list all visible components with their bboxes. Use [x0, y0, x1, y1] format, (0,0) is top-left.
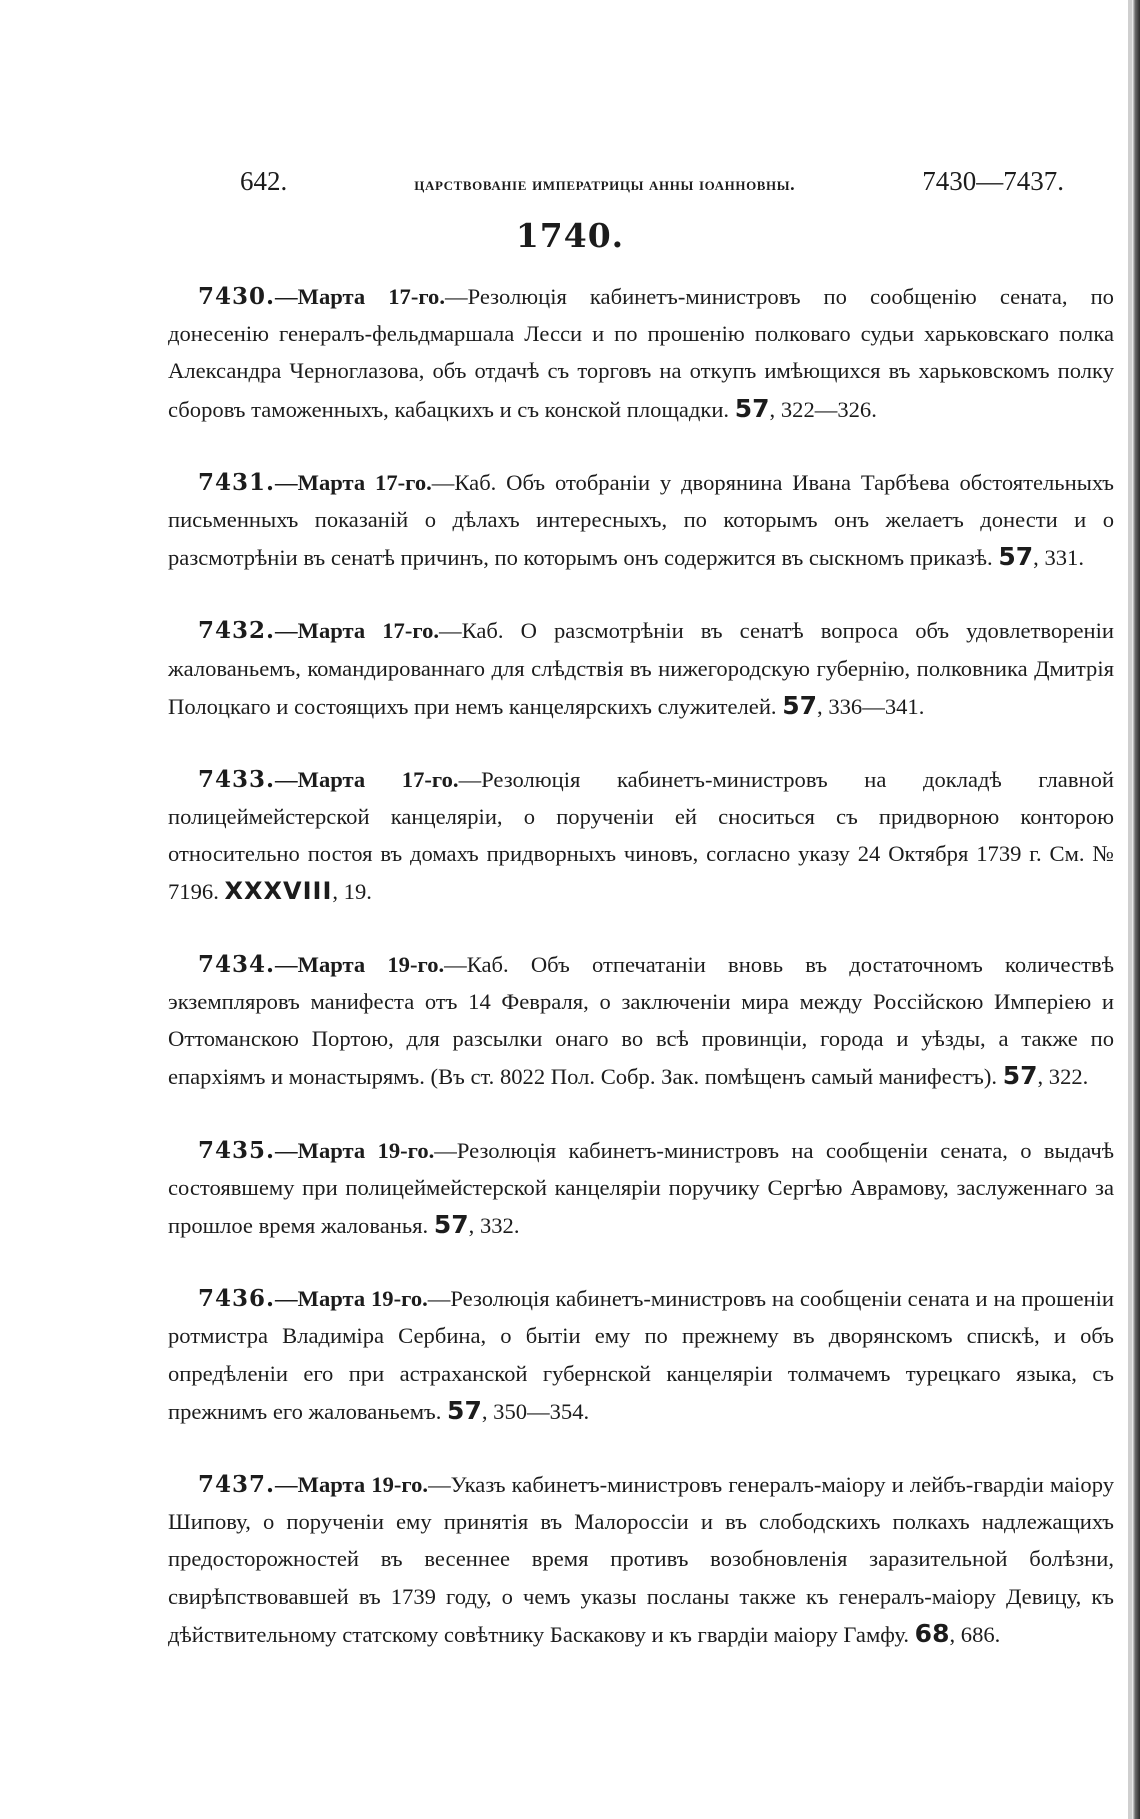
page-edge: [1132, 0, 1140, 1819]
entry-7437: [168, 1466, 1114, 1653]
entry-number: 7434.: [198, 950, 276, 978]
entry-ref-pages: , 332.: [468, 1213, 520, 1239]
entry-ref-volume: 57: [447, 1395, 482, 1425]
entry-number: 7430.: [198, 283, 276, 310]
entry-text: —Указъ кабинетъ-министровъ генералъ-маіору и лейбъ-гвардіи маіору Шипову, о порученіи ему принятія въ Малороссіи и въ слободскихъ полкахъ надлежащихъ предосторожностей въ весеннее время противъ возобновленія заразительной болѣзни, свирѣпствовавшей въ 1739 году, о чемъ указы посланы также къ генералъ-маіору Девицу, къ дѣйствительному статскому совѣтнику Баскакову и къ гвардіи маіору Гамфу.: [168, 1472, 1114, 1647]
entry-ref-volume: 57: [433, 1210, 469, 1240]
page-number: 642.: [240, 166, 288, 196]
entry-number: 7436.: [198, 1285, 276, 1313]
entry-text: —Резолюція кабинетъ-министровъ на докладѣ главной полицеймейстерской канцеляріи, о порученіи ей сноситься съ придворною конторою относительно постоя въ домахъ придворныхъ чиновъ, согласно указу 24 Октября 1739 г. См. № 7196.: [168, 767, 1114, 904]
entry-7434: [168, 946, 1114, 1096]
entry-ref-pages: , 331.: [1033, 545, 1084, 571]
year-heading: 1740.: [515, 216, 625, 255]
running-header: [240, 166, 1064, 206]
entry-text: —Резолюція кабинетъ-министровъ на сообщеніи сената, о выдачѣ состоявшему при полицеймейстерской канцеляріи поручику Сергѣю Аврамову, заслуженнаго за прошлое время жалованья.: [168, 1137, 1114, 1239]
entry-range: 7430—7437.: [922, 166, 1064, 196]
entry-text: —Каб. Объ отпечатаніи вновь въ достаточномъ количествѣ экземпляровъ манифеста отъ 14 Февраля, о заключеніи мира между Россійскою Имперіею и Оттоманскою Портою, для разсылки онаго во всѣ провинціи, города и уѣзды, а также по епархіямъ и монастырямъ. (Въ ст. 8022 Пол. Собр. Зак. помѣщенъ самый манифестъ).: [168, 951, 1114, 1090]
entry-ref-pages: , 322.: [1037, 1064, 1089, 1090]
entry-7432: [168, 612, 1114, 725]
entry-number: 7432.: [198, 617, 276, 645]
entry-date: —Марта 19-го.: [275, 951, 445, 977]
entry-text: —Резолюція кабинетъ-министровъ на сообщеніи сената и на прошеніи ротмистра Владиміра Сербина, о бытіи ему по прежнему въ дворянскомъ спискѣ, и объ опредѣленіи его при астраханской губернской канцеляріи толмачемъ турецкаго языка, съ прежнимъ его жалованьемъ.: [168, 1286, 1114, 1424]
entry-text: —Каб. Объ отобраніи у дворянина Ивана Тарбѣева обстоятельныхъ письменныхъ показаній о дѣлахъ интересныхъ, по которымъ онъ желаетъ донести и о разсмотрѣніи въ сенатѣ причинъ, по которымъ онъ содержится въ сыскномъ приказѣ.: [168, 469, 1114, 571]
entry-date: —Марта 17-го.: [275, 618, 440, 644]
entry-date: —Марта 17-го.: [275, 767, 459, 793]
entry-ref-pages: , 322—326.: [769, 396, 877, 422]
entry-number: 7435.: [198, 1136, 276, 1164]
entry-7435: [168, 1132, 1114, 1245]
entries-body: [168, 278, 1114, 1689]
entry-number: 7437.: [198, 1471, 276, 1499]
entry-date: —Марта 19-го.: [275, 1137, 435, 1163]
entry-ref-roman-volume: XXXVIII: [224, 876, 333, 905]
entry-7431: [168, 464, 1114, 577]
running-title: царствованіе императрицы анны іоанновны.: [414, 174, 796, 194]
entry-text: —Каб. О разсмотрѣніи въ сенатѣ вопроса объ удовлетвореніи жалованьемъ, командированнаго для слѣдствія въ нижегородскую губернію, полковника Дмитрія Полоцкаго и состоящихъ при немъ канцелярскихъ служителей.: [168, 618, 1114, 719]
entry-ref-volume: 68: [914, 1618, 950, 1648]
entry-date: —Марта 17-го.: [275, 469, 432, 495]
entry-ref-volume: 57: [998, 542, 1034, 572]
entry-7433: [168, 761, 1114, 910]
entry-7436: [168, 1280, 1114, 1430]
entry-ref-pages: , 686.: [949, 1621, 1001, 1647]
entry-text: —Резолюція кабинетъ-министровъ по сообщенію сената, по донесенію генералъ-фельдмаршала Лесси и по прошенію полковаго судьи харьковскаго полка Александра Черноглазова, объ отдачѣ съ торговъ на откупъ имѣющихся въ харьковскомъ полку сборовъ таможенныхъ, кабацкихъ и съ конской площадки.: [168, 284, 1114, 422]
entry-ref-volume: 57: [1002, 1061, 1038, 1091]
entry-ref-pages: , 336—341.: [817, 693, 925, 719]
entry-number: 7433.: [198, 766, 276, 794]
entry-number: 7431.: [198, 468, 276, 496]
entry-ref-pages: , 19.: [332, 878, 372, 904]
entry-ref-volume: 57: [782, 690, 818, 720]
entry-date: —Марта 19-го.: [275, 1286, 428, 1312]
entry-7430: [168, 278, 1114, 428]
entry-date: —Марта 19-го.: [275, 1472, 429, 1498]
entry-ref-pages: , 350—354.: [481, 1398, 590, 1424]
entry-date: —Марта 17-го.: [275, 284, 445, 309]
entry-ref-volume: 57: [734, 393, 770, 423]
